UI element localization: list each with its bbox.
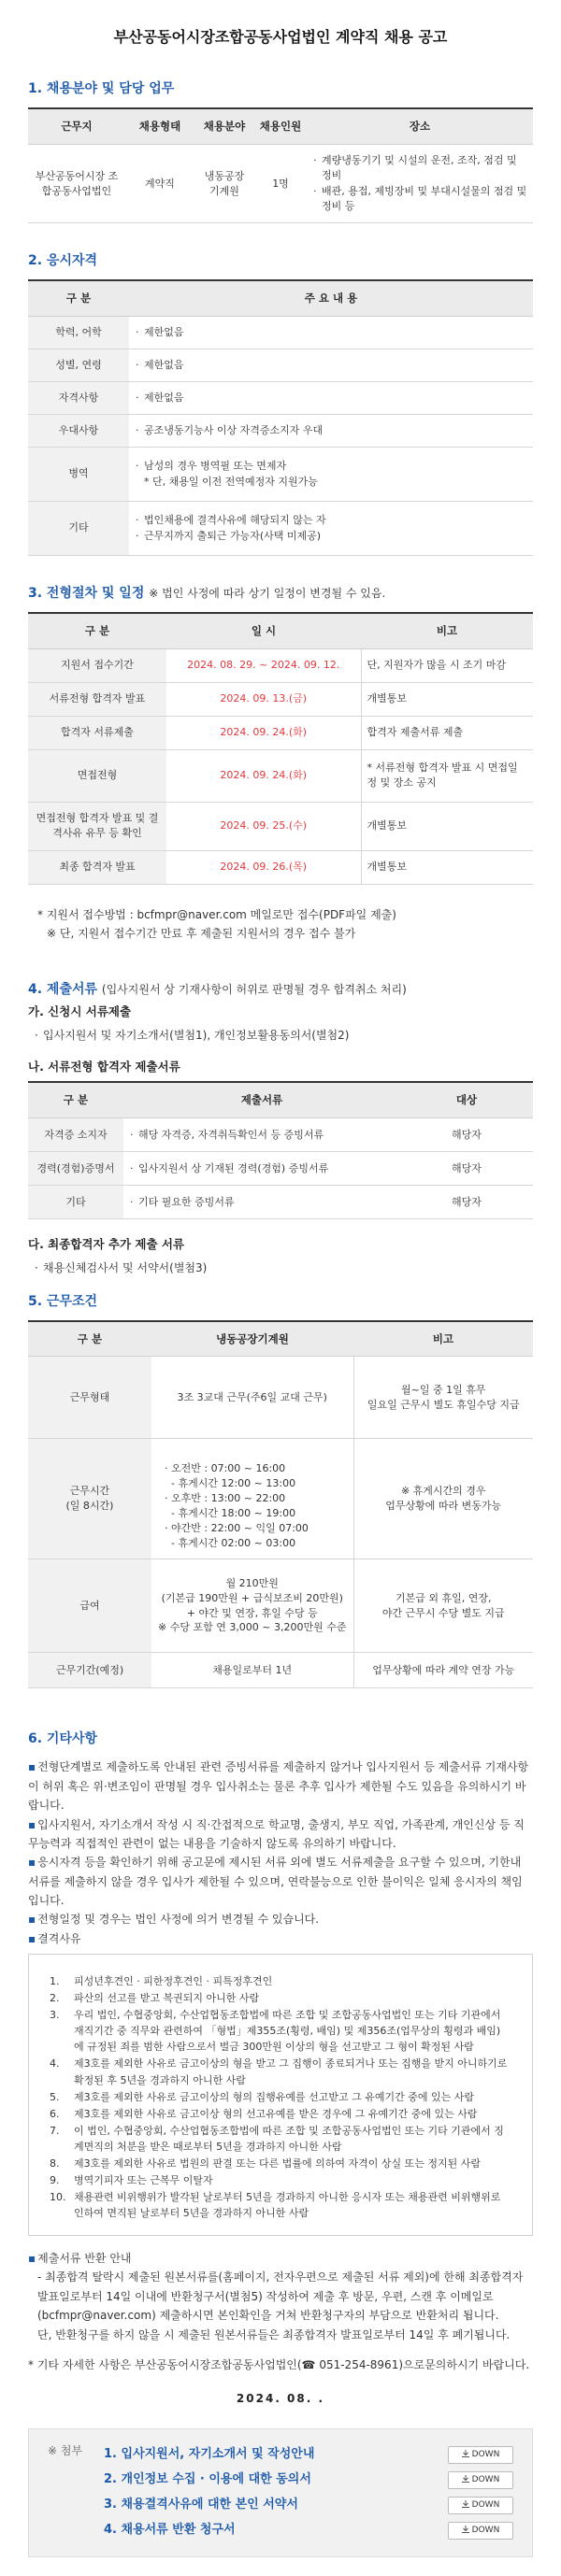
- job-field: 냉동공장 기계원: [194, 145, 254, 223]
- job-table-header: 근무지: [28, 108, 125, 144]
- disqualification-item: 9. 병역기피자 또는 근복무 이탈자: [50, 2172, 510, 2188]
- disqualification-text: 제3호를 제외한 사유로 법원의 판결 또는 다른 법률에 의하여 자격이 상실 또는 정지된 사람: [74, 2156, 481, 2170]
- documents-value: · 기타 필요한 증빙서류: [129, 1195, 395, 1210]
- download-icon: [462, 2526, 469, 2533]
- section-6-heading: 6. 기타사항: [28, 1731, 98, 1747]
- documents-target: 해당자: [400, 1117, 533, 1151]
- qual-header: 구 분: [28, 280, 129, 316]
- section-2-heading: 2. 응시자격: [28, 252, 98, 268]
- apply-note: ※ 단, 지원서 접수기간 만료 후 제출된 지원서의 경우 접수 불가: [47, 926, 356, 940]
- disqualification-item: 2. 파산의 선고를 받고 복권되지 아니한 사람: [50, 1990, 510, 2006]
- return-line: 단, 반환청구를 하지 않을 시 제출된 원본서류들은 최종합격자 발표일로부터 14일 후 폐기됩니다.: [37, 2327, 511, 2341]
- notice-paragraph: ▪ 응시자격 등을 확인하기 위해 공고문에 제시된 서류 외에 별도 서류제출을 요구할 수 있으며, 기한내 서류를 제출하지 않을 경우 입사가 제한될 수 있으며, 연락불능으로 인한 불이익은 일체 응시자의 책임입니다.: [28, 1856, 523, 1908]
- notice-text: 응시자격 등을 확인하기 위해 공고문에 제시된 서류 외에 별도 서류제출을 요구할 수 있으며, 기한내 서류를 제출하지 않을 경우 입사가 제한될 수 있으며, 연락불능으로 인한 불이익은 일체 응시자의 책임입니다.: [28, 1856, 523, 1908]
- documents-table: [28, 1081, 533, 1219]
- attachment-title[interactable]: 4. 채용서류 반환 청구서: [104, 2522, 236, 2537]
- qual-value: · 공조냉동기능사 이상 자격증소지자 우대: [135, 423, 527, 438]
- disqualification-text: 우리 법인, 수협중앙회, 수산업협동조합법에 따른 조합 및 조합공동사업법인 또는 기타 기관에서 재직기간 중 직무와 관련하여 「형법」제355조(횡령, 배임) 및 제356조(업무상의 횡령과 배임)에 규정된 죄를 범한 사람으로서 벌금 300만원 이상의 형을 선고받고 그 형이 확정된 사람: [74, 2009, 501, 2054]
- qual-value: · 법인채용에 결격사유에 해당되지 않는 자: [135, 513, 527, 528]
- documents-key: 자격증 소지자: [28, 1117, 123, 1151]
- qual-key: 성별, 연령: [28, 349, 129, 381]
- job-count: 1명: [254, 145, 307, 223]
- disqualification-text: 제3호를 제외한 사유로 금고이상 형의 선고유예를 받은 경우에 그 유예기간 중에 있는 사람: [74, 2107, 478, 2120]
- section-5-heading: 5. 근무조건: [28, 1293, 98, 1309]
- job-duty: · 계량냉동기기 및 시설의 운전, 조작, 점검 및 정비: [312, 153, 527, 183]
- attachment-title[interactable]: 2. 개인정보 수집 · 이용에 대한 동의서: [104, 2471, 311, 2486]
- qual-key: 병역: [28, 447, 129, 501]
- disqualification-item: 10. 채용관련 비위행위가 발각된 날로부터 5년을 경과하지 아니한 응시자 또는 채용관련 비위행위로 인하여 면직된 날로부터 5년을 경과하지 아니한 사람: [50, 2189, 510, 2221]
- documents-target: 해당자: [400, 1151, 533, 1185]
- schedule-note: 개별통보: [361, 850, 533, 884]
- disqualification-text: 이 법인, 수협중앙회, 수산업협동조합법에 따른 조합 및 조합공동사업법인 또는 기타 기관에서 징계면직의 처분을 받은 때로부터 5년을 경과하지 아니한 사람: [74, 2124, 504, 2153]
- submit-a-item: · 입사지원서 및 자기소개서(별첨1), 개인정보활용동의서(별첨2): [34, 1026, 533, 1045]
- job-table-header: 채용인원: [254, 108, 307, 144]
- notice-text: 결격사유: [37, 1931, 81, 1945]
- download-icon: [462, 2450, 469, 2457]
- documents-header: 대상: [400, 1082, 533, 1117]
- conditions-header: 비고: [353, 1321, 533, 1357]
- conditions-note: 월~일 중 1일 휴무 일요일 근무시 별도 휴일수당 지급: [353, 1357, 533, 1439]
- shift-line: - 휴게시간 12:00 ~ 13:00: [165, 1477, 296, 1490]
- section-3-note: ※ 법인 사정에 따라 상기 일정이 변경될 수 있음.: [149, 586, 386, 600]
- announcement-date: 2024. 08. .: [236, 2392, 325, 2406]
- schedule-step: 지원서 접수기간: [28, 648, 166, 682]
- shift-line: - 휴게시간 02:00 ~ 03:00: [165, 1537, 296, 1550]
- qual-value: · 제한없음: [135, 358, 527, 373]
- section-1-heading: 1. 채용분야 및 담당 업무: [28, 81, 175, 97]
- disqualification-text: 병역기피자 또는 근복무 이탈자: [74, 2173, 213, 2186]
- download-label: DOWN: [471, 2525, 500, 2535]
- conditions-note: ※ 휴게시간의 경우 업무상황에 따라 변동가능: [353, 1439, 533, 1559]
- schedule-note: 합격자 제출서류 제출: [361, 716, 533, 749]
- attachments-label: ※ 첨부: [48, 2443, 83, 2457]
- notice-paragraph: ▪ 결격사유: [28, 1931, 81, 1945]
- download-button[interactable]: [448, 2497, 513, 2514]
- submit-b-title: 나. 서류전형 합격자 제출서류: [28, 1060, 180, 1075]
- schedule-date: 2024. 09. 25.(수): [166, 802, 361, 850]
- qual-key: 우대사항: [28, 414, 129, 447]
- schedule-note: * 서류전형 합격자 발표 시 면접일정 및 장소 공지: [361, 749, 533, 802]
- disqualification-text: 피성년후견인 · 피한정후견인 · 피특정후견인: [74, 1975, 273, 1988]
- disqualification-item: 8. 제3호를 제외한 사유로 법원의 판결 또는 다른 법률에 의하여 자격이 상실 또는 정지된 사람: [50, 2156, 510, 2171]
- notice-text: 전형일정 및 경우는 법인 사정에 의거 변경될 수 있습니다.: [37, 1913, 320, 1927]
- schedule-date: 2024. 08. 29. ~ 2024. 09. 12.: [166, 648, 361, 682]
- section-4-note: (입사지원서 상 기재사항이 허위로 판명될 경우 합격취소 처리): [101, 983, 407, 997]
- schedule-header: 비고: [361, 613, 533, 648]
- schedule-header: 일 시: [166, 613, 361, 648]
- disqualification-item: 7. 이 법인, 수협중앙회, 수산업협동조합법에 따른 조합 및 조합공동사업법인 또는 기타 기관에서 징계면직의 처분을 받은 때로부터 5년을 경과하지 아니한 사람: [50, 2123, 510, 2155]
- qual-value: · 제한없음: [135, 391, 527, 406]
- schedule-step: 면접전형 합격자 발표 및 결격사유 유무 등 확인: [28, 802, 166, 850]
- job-table-header: 채용분야: [194, 108, 254, 144]
- documents-target: 해당자: [400, 1185, 533, 1218]
- schedule-note: 개별통보: [361, 682, 533, 716]
- attachment-row: [104, 2518, 513, 2543]
- shift-line: · 오전반 : 07:00 ~ 16:00: [165, 1462, 286, 1475]
- attachment-row: [104, 2442, 513, 2468]
- conditions-key: 근무형태: [28, 1357, 151, 1439]
- salary-line: (기본급 190만원 + 급식보조비 20만원): [161, 1591, 343, 1604]
- schedule-note: 단, 지원자가 많을 시 조기 마감: [361, 648, 533, 682]
- notice-paragraph: ▪ 입사지원서, 자기소개서 작성 시 직·간접적으로 학교명, 출생지, 부모 직업, 가족관계, 개인신상 등 직무능력과 직접적인 관련이 없는 내용을 기술하지 않도록 유의하기 바랍니다.: [28, 1817, 525, 1850]
- documents-header: 구 분: [28, 1082, 123, 1117]
- schedule-date: 2024. 09. 13.(금): [166, 682, 361, 716]
- shift-line: · 야간반 : 22:00 ~ 익일 07:00: [165, 1522, 309, 1535]
- download-button[interactable]: [448, 2446, 513, 2464]
- qual-key: 기타: [28, 501, 129, 555]
- conditions-value: 채용일로부터 1년: [151, 1653, 353, 1688]
- conditions-note: 업무상황에 따라 계약 연장 가능: [353, 1653, 533, 1688]
- disqualification-item: 4. 제3호를 제외한 사유로 금고이상의 형을 받고 그 집행이 종료되거나 또는 집행을 받지 아니하기로 확정된 후 5년을 경과하지 아니한 사람: [50, 2056, 510, 2087]
- notice-text: 전형단계별로 제출하도록 안내된 관련 증빙서류를 제출하지 않거나 입사지원서 등 제출서류 기재사항이 허위 혹은 위·변조임이 판명될 경우 입사취소는 물론 추후 입사가 제한될 수도 있음을 유의하시기 바랍니다.: [28, 1760, 529, 1813]
- schedule-step: 면접전형: [28, 749, 166, 802]
- apply-method: * 지원서 접수방법 : bcfmpr@naver.com 메일로만 접수(PDF파일 제출): [37, 907, 396, 921]
- attachments-panel: [28, 2428, 533, 2557]
- salary-line: 월 210만원: [225, 1576, 279, 1589]
- qual-value: · 제한없음: [135, 325, 527, 340]
- conditions-key: 근무시간 (일 8시간): [28, 1439, 151, 1559]
- download-icon: [462, 2475, 469, 2483]
- conditions-header: 구 분: [28, 1321, 151, 1357]
- section-3-heading: [28, 584, 533, 603]
- qual-value: · 근무지까지 출퇴근 가능자(사택 미제공): [135, 529, 527, 544]
- submit-a-title: 가. 신청시 서류제출: [28, 1003, 132, 1018]
- conditions-key: 근무기간(예정): [28, 1653, 151, 1688]
- download-button[interactable]: [448, 2522, 513, 2540]
- submit-c-item: · 채용신체검사서 및 서약서(별첨3): [34, 1259, 533, 1277]
- job-duty: · 배관, 용접, 제빙장비 및 부대시설물의 점검 및 정비 등: [312, 184, 527, 214]
- disqualification-text: 채용관련 비위행위가 발각된 날로부터 5년을 경과하지 아니한 응시자 또는 채용관련 비위행위로 인하여 면직된 날로부터 5년을 경과하지 아니한 사람: [74, 2190, 501, 2219]
- download-label: DOWN: [471, 2499, 500, 2510]
- download-label: DOWN: [471, 2474, 500, 2484]
- schedule-note: 개별통보: [361, 802, 533, 850]
- documents-header: 제출서류: [123, 1082, 400, 1117]
- disqualification-box: [28, 1954, 533, 2236]
- section-3-title: 3. 전형절차 및 일정: [28, 585, 145, 601]
- disqualification-item: 3. 우리 법인, 수협중앙회, 수산업협동조합법에 따른 조합 및 조합공동사업법인 또는 기타 기관에서 재직기간 중 직무와 관련하여 「형법」제355조(횡령, 배임) 및 제356조(업무상의 횡령과 배임)에 규정된 죄를 범한 사람으로서 벌금 300만원 이상의 형을 선고받고 그 형이 확정된 사람: [50, 2007, 510, 2055]
- salary-line: + 야간 및 연장, 휴일 수당 등: [186, 1606, 318, 1619]
- contact-line: * 기타 자세한 사항은 부산공동어시장조합공동사업법인(☎ 051-254-8961)으로문의하시기 바랍니다.: [28, 2357, 530, 2371]
- notice-text: 입사지원서, 자기소개서 작성 시 직·간접적으로 학교명, 출생지, 부모 직업, 가족관계, 개인신상 등 직무능력과 직접적인 관련이 없는 내용을 기술하지 않도록 유의하기 바랍니다.: [28, 1817, 525, 1850]
- job-table-header: 장소: [307, 108, 533, 144]
- return-title: ▪ 제출서류 반환 안내: [28, 2251, 132, 2265]
- disqualification-text: 파산의 선고를 받고 복권되지 아니한 사람: [74, 1992, 260, 2005]
- section-4-heading: [28, 980, 533, 999]
- return-line: - 최종합격 탈락시 제출된 원본서류를(홈페이지, 전자우편으로 제출된 서류 제외)에 한해 최종합격자 발표일로부터 14일 이내에 반환청구서(별첨5) 작성하여 제출 후 방문, 우편, 스캔 후 이메일로(bcfmpr@naver.com) 제출하시면 본인확인을 거쳐 반환청구자의 부담으로 반환처리 됩니다.: [37, 2270, 524, 2323]
- attachment-row: [104, 2493, 513, 2518]
- schedule-header: 구 분: [28, 613, 166, 648]
- schedule-date: 2024. 09. 24.(화): [166, 716, 361, 749]
- documents-key: 기타: [28, 1185, 123, 1218]
- schedule-date: 2024. 09. 24.(화): [166, 749, 361, 802]
- salary-line: ※ 수당 포함 연 3,000 ~ 3,200만원 수준: [157, 1621, 347, 1634]
- page-title: 부산공동어시장조합공동사업법인 계약직 채용 공고: [113, 28, 448, 46]
- qual-key: 자격사항: [28, 381, 129, 414]
- download-label: DOWN: [471, 2449, 500, 2459]
- download-icon: [462, 2500, 469, 2508]
- schedule-step: 서류전형 합격자 발표: [28, 682, 166, 716]
- download-button[interactable]: [448, 2471, 513, 2489]
- job-table-header: 채용형태: [125, 108, 194, 144]
- documents-key: 경력(경험)증명서: [28, 1151, 123, 1185]
- documents-value: · 해당 자격증, 자격취득확인서 등 증빙서류: [129, 1128, 395, 1143]
- attachment-title[interactable]: 1. 입사지원서, 자기소개서 및 작성안내: [104, 2446, 315, 2461]
- schedule-table: [28, 612, 533, 885]
- disqualification-item: 5. 제3호를 제외한 사유로 금고이상의 형의 집행유예를 선고받고 그 유예기간 중에 있는 사람: [50, 2089, 510, 2105]
- qual-value: * 단, 채용일 이전 전역예정자 지원가능: [144, 476, 318, 489]
- job-type: 계약직: [125, 145, 194, 223]
- conditions-key: 급여: [28, 1559, 151, 1653]
- notice-paragraph: ▪ 전형일정 및 경우는 법인 사정에 의거 변경될 수 있습니다.: [28, 1913, 320, 1927]
- schedule-step: 최종 합격자 발표: [28, 850, 166, 884]
- notice-paragraph: ▪ 전형단계별로 제출하도록 안내된 관련 증빙서류를 제출하지 않거나 입사지원서 등 제출서류 기재사항이 허위 혹은 위·변조임이 판명될 경우 입사취소는 물론 추후 입사가 제한될 수도 있음을 유의하시기 바랍니다.: [28, 1760, 529, 1813]
- return-title-text: 제출서류 반환 안내: [37, 2251, 132, 2265]
- qual-value: · 남성의 경우 병역필 또는 면제자: [135, 459, 527, 474]
- qual-header: 주 요 내 용: [129, 280, 533, 316]
- documents-value: · 입사지원서 상 기재된 경력(경험) 증빙서류: [129, 1161, 395, 1176]
- qual-key: 학력, 어학: [28, 316, 129, 349]
- attachment-row: [104, 2468, 513, 2493]
- conditions-note: 기본급 외 휴일, 연장, 야간 근무시 수당 별도 지급: [353, 1559, 533, 1653]
- disqualification-item: 6. 제3호를 제외한 사유로 금고이상 형의 선고유예를 받은 경우에 그 유예기간 중에 있는 사람: [50, 2106, 510, 2122]
- conditions-value: 3조 3교대 근무(주6일 교대 근무): [151, 1357, 353, 1439]
- conditions-header: 냉동공장기계원: [151, 1321, 353, 1357]
- shift-line: · 오후반 : 13:00 ~ 22:00: [165, 1492, 286, 1505]
- attachment-title[interactable]: 3. 채용결격사유에 대한 본인 서약서: [104, 2497, 298, 2512]
- section-4-title: 4. 제출서류: [28, 982, 98, 998]
- schedule-step: 합격자 서류제출: [28, 716, 166, 749]
- submit-c-title: 다. 최종합격자 추가 제출 서류: [28, 1236, 185, 1251]
- disqualification-text: 제3호를 제외한 사유로 금고이상의 형의 집행유예를 선고받고 그 유예기간 중에 있는 사람: [74, 2090, 474, 2103]
- conditions-table: [28, 1320, 533, 1688]
- job-table: [28, 107, 533, 222]
- disqualification-item: 1. 피성년후견인 · 피한정후견인 · 피특정후견인: [50, 1973, 510, 1989]
- disqualification-text: 제3호를 제외한 사유로 금고이상의 형을 받고 그 집행이 종료되거나 또는 집행을 받지 아니하기로 확정된 후 5년을 경과하지 아니한 사람: [74, 2057, 508, 2086]
- job-place: 부산공동어시장 조합공동사업법인: [28, 145, 125, 223]
- shift-line: - 휴게시간 18:00 ~ 19:00: [165, 1507, 296, 1520]
- schedule-date: 2024. 09. 26.(목): [166, 850, 361, 884]
- qualification-table: [28, 279, 533, 555]
